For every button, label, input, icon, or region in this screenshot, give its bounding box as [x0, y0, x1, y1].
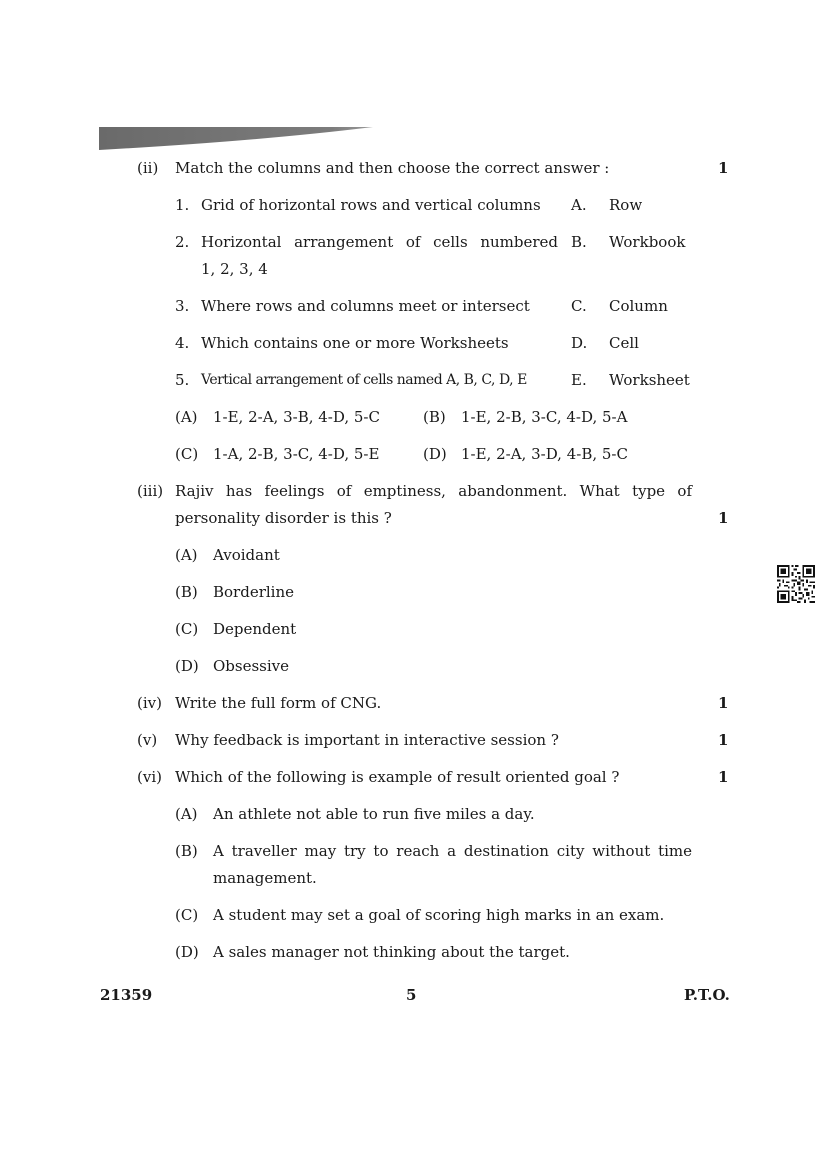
option-text: 1-A, 2-B, 3-C, 4-D, 5-E: [213, 445, 380, 463]
match-letter: B.: [571, 233, 587, 251]
question-number: (iv): [137, 694, 162, 712]
option-label: (B): [175, 583, 198, 601]
option-text: Avoidant: [213, 546, 280, 564]
item-text: Which contains one or more Worksheets: [201, 334, 509, 352]
option-text: Dependent: [213, 620, 297, 638]
marks: 1: [718, 768, 729, 786]
match-letter: D.: [571, 334, 588, 352]
match-text: Column: [609, 297, 668, 315]
option-text: 1-E, 2-A, 3-B, 4-D, 5-C: [213, 408, 380, 426]
option-label: (A): [175, 805, 198, 823]
question-number: (iii): [137, 482, 164, 500]
question-text: Rajiv has feelings of emptiness, abandonment. What type of: [175, 482, 692, 500]
question-text: Match the columns and then choose the correct answer :: [175, 159, 610, 177]
option-text: 1-E, 2-B, 3-C, 4-D, 5-A: [461, 408, 628, 426]
question-number: (vi): [137, 768, 162, 786]
match-text: Workbook: [609, 233, 686, 251]
paper-code: 21359: [100, 986, 153, 1004]
option-label: (D): [175, 943, 199, 961]
match-letter: C.: [571, 297, 587, 315]
question-number: (v): [137, 731, 158, 749]
marks: 1: [718, 694, 729, 712]
option-label: (A): [175, 408, 198, 426]
item-number: 2.: [175, 233, 190, 251]
option-text: A sales manager not thinking about the target.: [213, 943, 570, 961]
option-label: (A): [175, 546, 198, 564]
marks: 1: [718, 159, 729, 177]
option-label: (B): [423, 408, 446, 426]
option-text: Borderline: [213, 583, 295, 601]
option-label: (C): [175, 445, 199, 463]
item-text: Vertical arrangement of cells named A, B, C, D, E: [201, 372, 527, 388]
option-label: (D): [175, 657, 199, 675]
item-text: Horizontal arrangement of cells numbered: [201, 233, 558, 251]
marks: 1: [718, 731, 729, 749]
question-text: Which of the following is example of result oriented goal ?: [175, 768, 620, 786]
item-number: 3.: [175, 297, 190, 315]
item-number: 5.: [175, 371, 190, 389]
option-label: (D): [423, 445, 447, 463]
question-number: (ii): [137, 159, 159, 177]
option-label: (B): [175, 842, 198, 860]
option-text: An athlete not able to run five miles a day.: [213, 805, 535, 823]
match-letter: E.: [571, 371, 587, 389]
option-label: (C): [175, 906, 199, 924]
option-text: A student may set a goal of scoring high marks in an exam.: [213, 906, 665, 924]
option-text: 1-E, 2-A, 3-D, 4-B, 5-C: [461, 445, 628, 463]
match-text: Cell: [609, 334, 639, 352]
item-number: 4.: [175, 334, 190, 352]
option-text: Obsessive: [213, 657, 290, 675]
page-number: 5: [406, 986, 417, 1004]
item-text: Grid of horizontal rows and vertical columns: [201, 196, 541, 214]
option-text: A traveller may try to reach a destination city without time: [213, 842, 692, 860]
match-text: Worksheet: [609, 371, 690, 389]
item-text: Where rows and columns meet or intersect: [201, 297, 530, 315]
question-text: Why feedback is important in interactive session ?: [175, 731, 559, 749]
marks: 1: [718, 509, 729, 527]
match-text: Row: [609, 196, 643, 214]
option-label: (C): [175, 620, 199, 638]
question-text-continued: personality disorder is this ?: [175, 509, 392, 527]
please-turn-over: P.T.O.: [684, 986, 730, 1004]
item-number: 1.: [175, 196, 190, 214]
header-banner: [99, 127, 375, 151]
item-text-continued: 1, 2, 3, 4: [201, 260, 268, 278]
option-text-continued: management.: [213, 869, 317, 887]
match-letter: A.: [571, 196, 587, 214]
qr-code-icon: [777, 565, 815, 603]
question-text: Write the full form of CNG.: [175, 694, 382, 712]
